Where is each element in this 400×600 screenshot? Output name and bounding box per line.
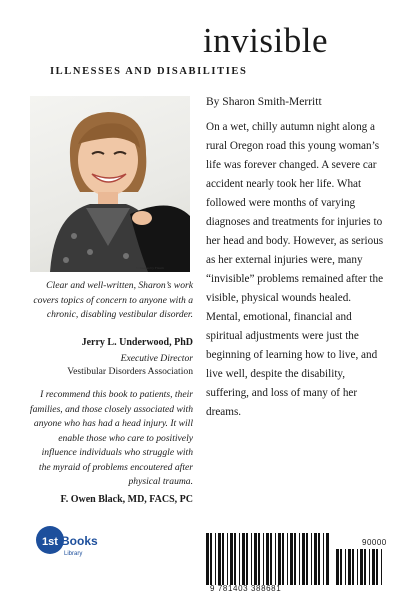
endorser-name: Jerry L. Underwood, PhD — [81, 337, 193, 348]
book-title: invisible — [202, 21, 328, 60]
endorser-title: Executive Director — [120, 353, 193, 364]
book-description: On a wet, chilly autumn night along a rural Oregon road this young woman’s life was forever changed. A severe car accident nearly took her life. What followed were months of varying diagnoses and treatments for injuries to her head and body. However, as serious as her external injuries were, many “invisible” problems remained after the visible, physical wounds healed. Mental, emotional, financial and spiritual adjustments were just the beginning of learning how to live, and live well, despite the disability, suffering, and loss of many of her dreams. — [206, 121, 384, 418]
logo-sub: Library — [64, 551, 83, 557]
endorser-name: F. Owen Black, MD, FACS, PC — [60, 494, 193, 505]
author-photo — [30, 96, 190, 272]
book-subtitle: ILLNESSES AND DISABILITIES — [50, 66, 248, 77]
logo-name: Books — [61, 534, 98, 548]
barcode-digits: 9 781403 388681 — [210, 584, 282, 593]
author-portrait-illustration — [30, 96, 190, 272]
author-byline: By Sharon Smith-Merritt — [206, 96, 322, 108]
endorsement-quote: I recommend this book to patients, their families, and those closely associated with anyone who has had a head injury. It will enable those who care to positively influence individuals who struggle with the myraid of problems encoutered after physical trauma. — [29, 389, 193, 487]
price-code: 90000 — [362, 538, 387, 547]
endorser-organization: Vestibular Disorders Association — [67, 366, 193, 377]
endorsement-quote: Clear and well-written, Sharon’s work covers topics of concern to anyone with a chronic, disabling vestibular disorder. — [33, 280, 193, 320]
logo-number: 1st — [42, 536, 58, 548]
photo-credit: © Images by Flaum — [136, 266, 164, 270]
publisher-logo — [32, 520, 102, 560]
